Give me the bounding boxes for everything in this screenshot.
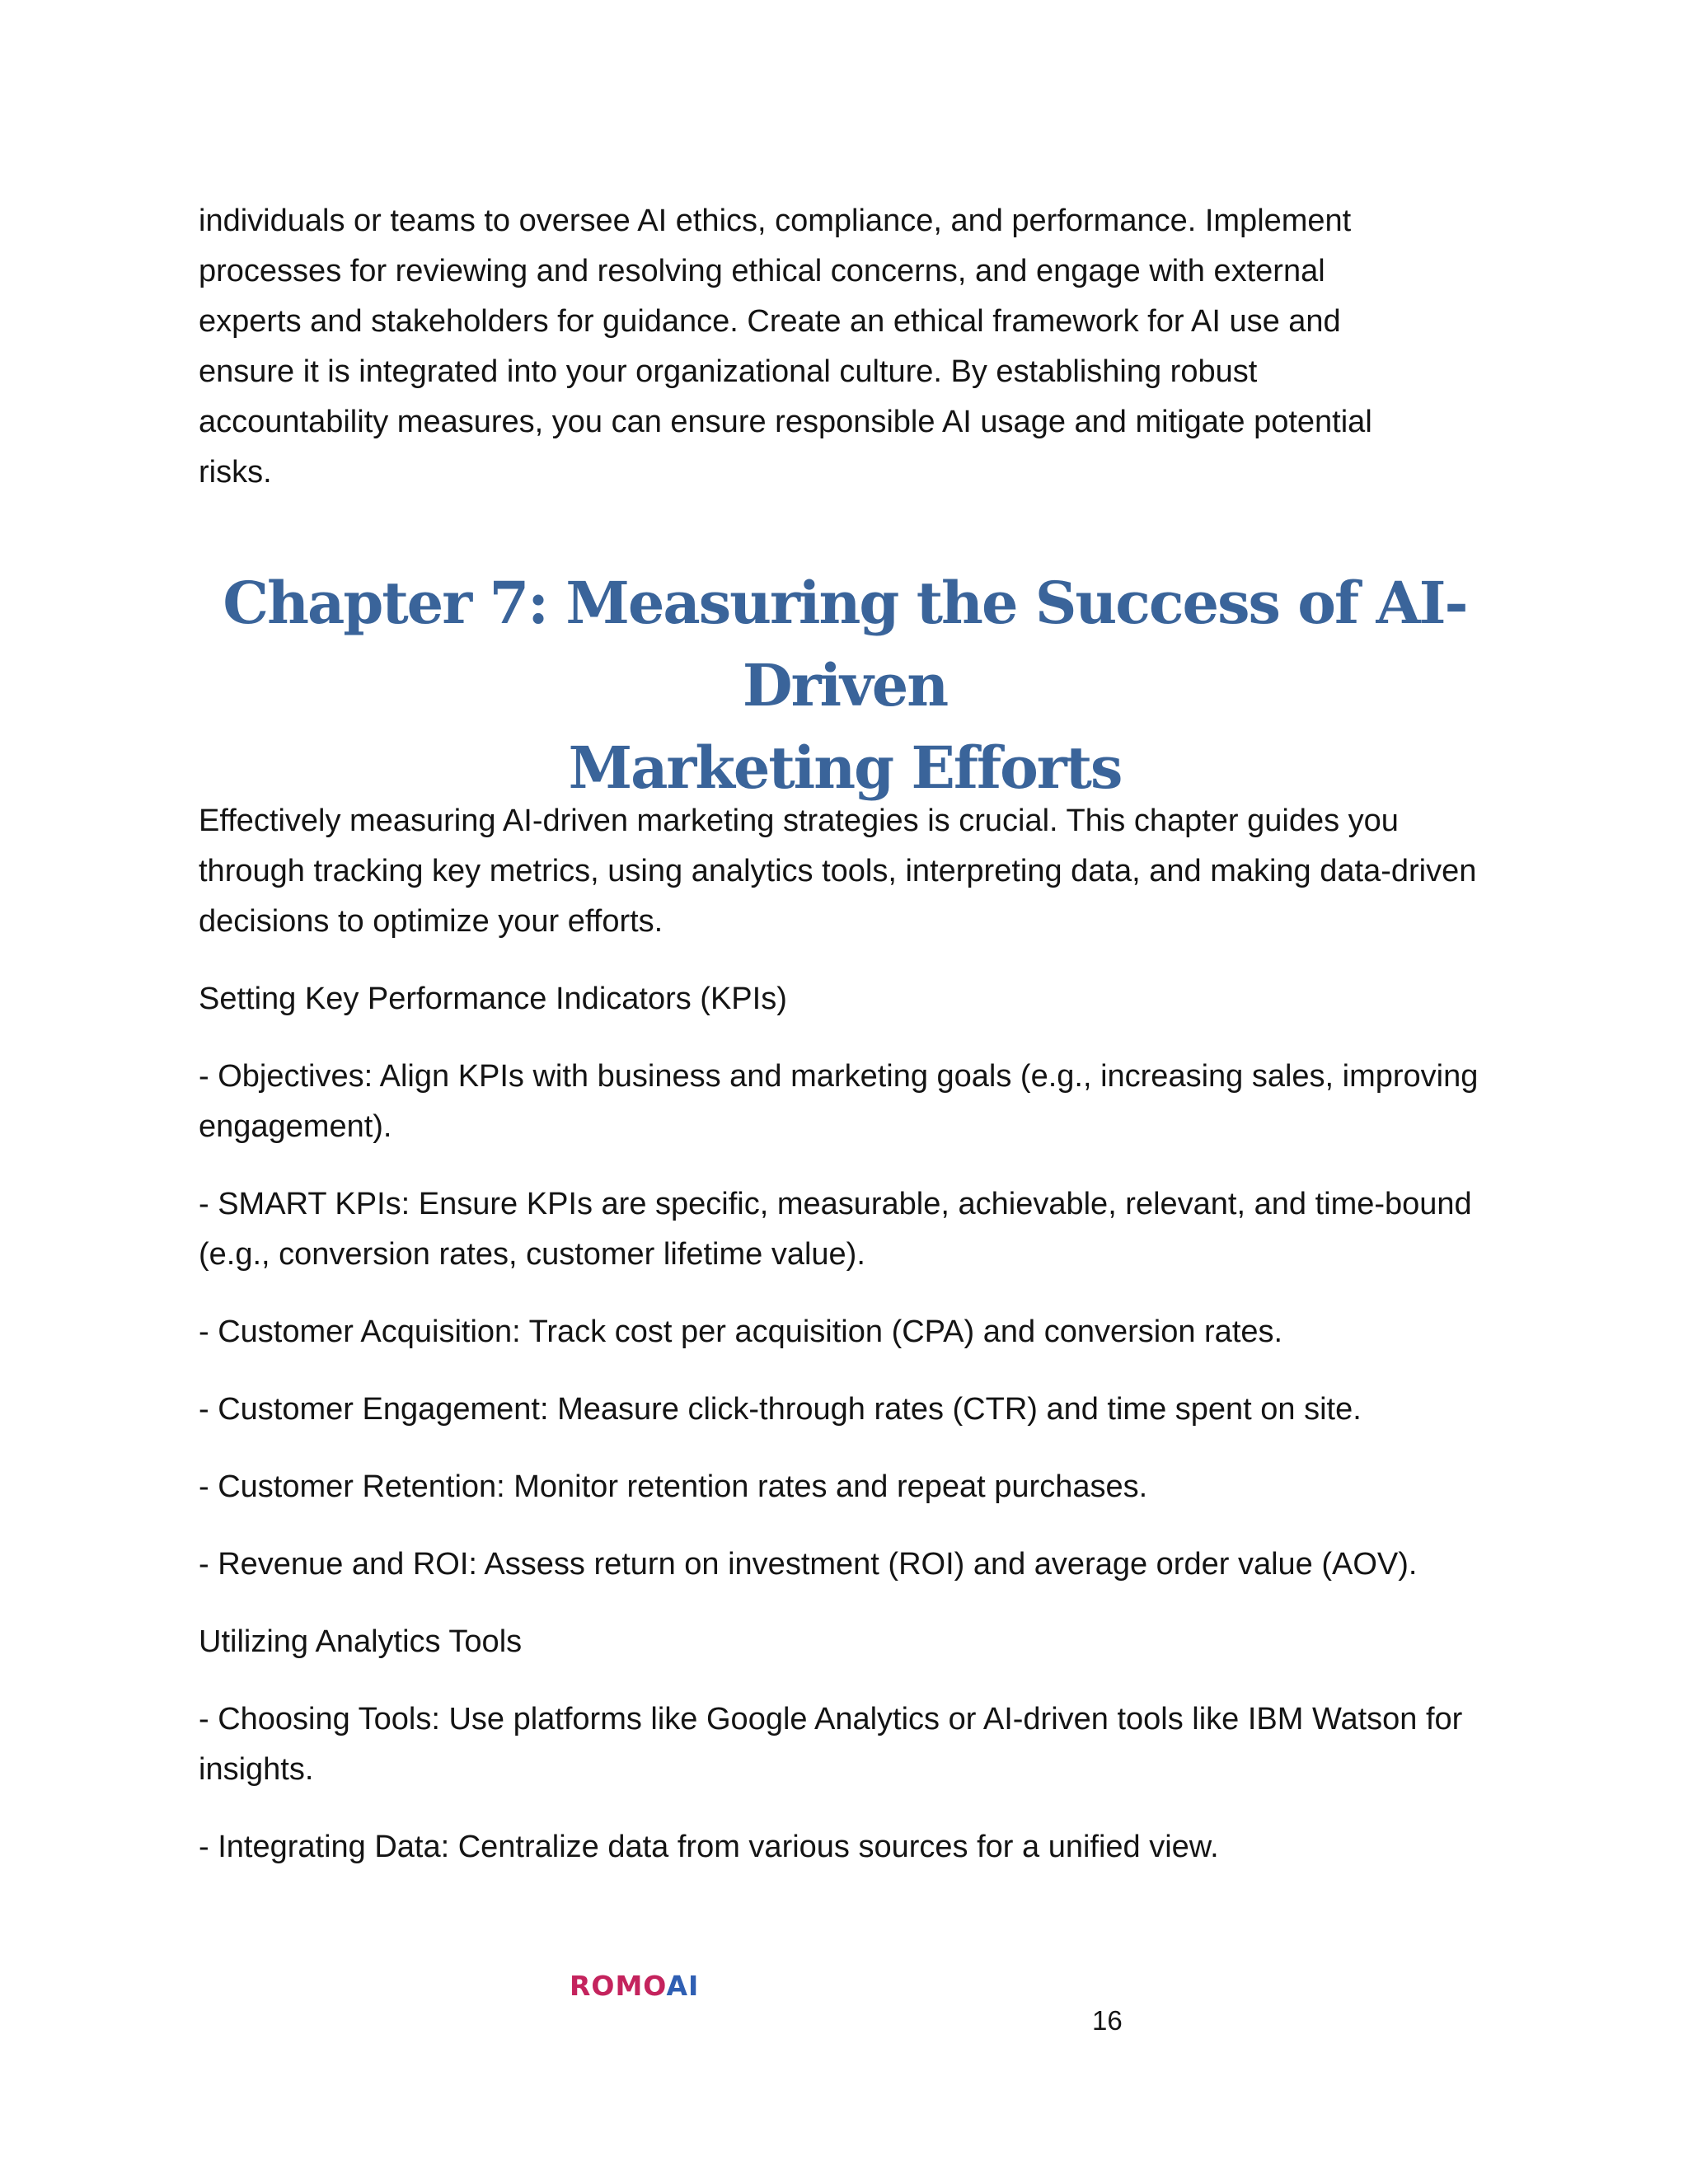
bullet-customer-engagement: - Customer Engagement: Measure click-through rates (CTR) and time spent on site.	[199, 1392, 1362, 1427]
chapter-title-line-2: Marketing Efforts	[568, 733, 1122, 802]
intro-line: accountability measures, you can ensure responsible AI usage and mitigate potential	[199, 405, 1372, 439]
bullet-objectives: - Objectives: Align KPIs with business and marketing goals (e.g., increasing sales, improving engagement).	[199, 1059, 1479, 1144]
chapter-title	[148, 562, 1541, 809]
page-number: 16	[1092, 2005, 1123, 2036]
bullet-integrating-data: - Integrating Data: Centralize data from various sources for a unified view.	[199, 1830, 1219, 1864]
bullet-revenue-roi: - Revenue and ROI: Assess return on investment (ROI) and average order value (AOV).	[199, 1547, 1418, 1582]
intro-line: experts and stakeholders for guidance. Create an ethical framework for AI use and	[199, 304, 1341, 339]
section-heading-kpis: Setting Key Performance Indicators (KPIs)	[199, 982, 787, 1016]
intro-line: ensure it is integrated into your organizational culture. By establishing robust	[199, 354, 1258, 389]
intro-paragraph	[199, 196, 1501, 498]
romoai-logo	[570, 1970, 699, 2003]
intro-line: processes for reviewing and resolving ethical concerns, and engage with external	[199, 254, 1325, 288]
logo-ai-text: AI	[666, 1970, 700, 2002]
intro-summary-paragraph: Effectively measuring AI-driven marketing strategies is crucial. This chapter guides you through tracking key metrics, using analytics tools, interpreting data, and making data-driven decisions to optimize your efforts.	[199, 804, 1477, 939]
bullet-smart-kpis: - SMART KPIs: Ensure KPIs are specific, measurable, achievable, relevant, and time-bound (e.g., conversion rates, customer lifetime value).	[199, 1187, 1472, 1272]
intro-line: individuals or teams to oversee AI ethics, compliance, and performance. Implement	[199, 204, 1352, 238]
section-heading-analytics-tools: Utilizing Analytics Tools	[199, 1624, 523, 1659]
bullet-choosing-tools: - Choosing Tools: Use platforms like Google Analytics or AI-driven tools like IBM Watson for insights.	[199, 1702, 1463, 1787]
bullet-customer-retention: - Customer Retention: Monitor retention rates and repeat purchases.	[199, 1469, 1148, 1504]
chapter-body	[199, 796, 1509, 1900]
logo-romo-text: ROMO	[570, 1970, 667, 2002]
chapter-title-line-1: Chapter 7: Measuring the Success of AI-Driven	[223, 569, 1467, 719]
bullet-customer-acquisition: - Customer Acquisition: Track cost per acquisition (CPA) and conversion rates.	[199, 1315, 1283, 1349]
intro-line: risks.	[199, 455, 272, 490]
